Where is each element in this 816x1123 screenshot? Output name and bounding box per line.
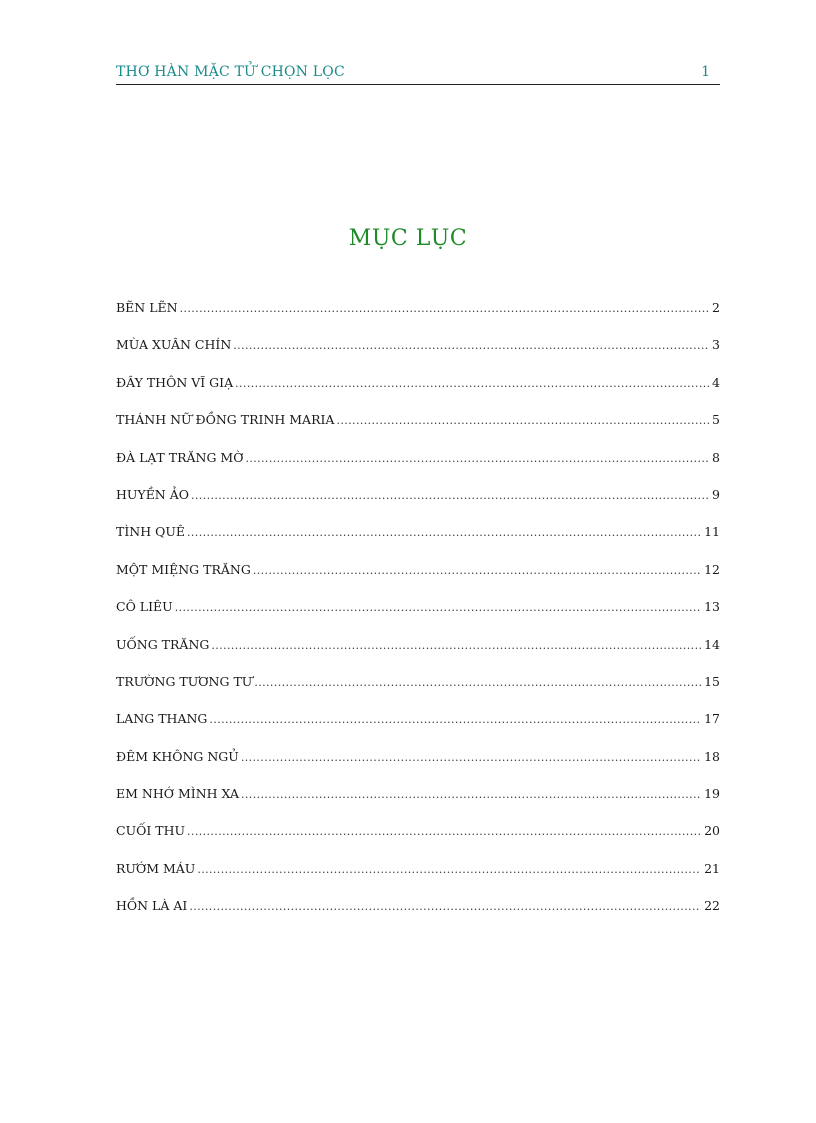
toc-dot-leader [235,377,709,390]
toc-entry[interactable] [116,599,720,636]
toc-dot-leader [241,788,701,801]
toc-entry[interactable] [116,375,720,412]
toc-entry-page[interactable]: 22 [704,898,720,914]
toc-entry-label[interactable]: MỘT MIỆNG TRĂNG [116,561,251,577]
toc-entry-label[interactable]: TRƯỜNG TƯƠNG TƯ [116,673,253,689]
toc-entry[interactable] [116,749,720,786]
toc-dot-leader [187,526,701,539]
toc-entry-label[interactable]: CÔ LIÊU [116,599,173,615]
toc-entry-page[interactable]: 5 [712,412,720,428]
toc-title: MỤC LỤC [348,226,468,251]
toc-entry[interactable] [116,337,720,374]
toc-entry-label[interactable]: LANG THANG [116,711,208,727]
toc-dot-leader [187,825,701,838]
header-page-number: 1 [701,64,710,80]
toc-entry-page[interactable]: 2 [712,300,720,315]
toc-dot-leader [253,564,701,577]
toc-entry-page[interactable]: 9 [712,486,720,502]
toc-entry-page[interactable]: 15 [704,673,720,689]
toc-entry-label[interactable]: UỐNG TRĂNG [116,636,210,652]
toc-dot-leader [209,713,701,726]
toc-entry-page[interactable]: 12 [704,561,720,577]
header-title: THƠ HÀN MẶC TỬ CHỌN LỌC [116,64,345,80]
toc-entry-page[interactable]: 19 [704,786,720,802]
toc-entry-label[interactable]: ĐÀ LẠT TRĂNG MỜ [116,449,244,465]
toc-dot-leader [180,302,709,315]
page-header [116,62,720,85]
toc-entry[interactable] [116,823,720,860]
toc-dot-leader [211,639,701,652]
toc-dot-leader [189,900,701,913]
toc-entry[interactable] [116,300,720,337]
toc-entry-label[interactable]: THÁNH NỮ ĐỒNG TRINH MARIA [116,412,335,428]
toc-entry[interactable] [116,524,720,561]
toc-dot-leader [241,751,701,764]
toc-entry-page[interactable]: 14 [704,636,720,652]
toc-entry-label[interactable]: ĐÊM KHÔNG NGỦ [116,748,239,764]
toc-dot-leader [254,676,701,689]
toc-entry[interactable] [116,487,720,524]
toc-dot-leader [233,339,709,352]
toc-entry-label[interactable]: HUYỀN ẢO [116,486,189,502]
toc-entry-label[interactable]: CUỐI THU [116,823,186,839]
toc-entry-label[interactable]: EM NHỚ MÌNH XA [116,786,239,802]
toc-entry-label[interactable]: BẼN LẼN [116,300,178,315]
toc-dot-leader [191,489,709,502]
toc-dot-leader [197,863,701,876]
toc-entry-page[interactable]: 17 [704,711,720,727]
toc-entry-label[interactable]: MÙA XUÂN CHÍN [116,337,232,353]
toc-entry-page[interactable]: 21 [704,860,720,876]
table-of-contents [116,300,720,936]
toc-dot-leader [336,414,709,427]
toc-entry[interactable] [116,861,720,898]
toc-entry-label[interactable]: TÌNH QUÊ [116,524,185,540]
toc-entry[interactable] [116,412,720,449]
toc-entry-page[interactable]: 3 [712,337,720,353]
toc-entry-page[interactable]: 18 [704,748,720,764]
toc-entry-page[interactable]: 11 [704,524,720,540]
toc-entry-page[interactable]: 20 [704,823,720,839]
toc-entry-page[interactable]: 13 [704,599,720,615]
toc-entry-label[interactable]: ĐÂY THÔN VĨ GIẠ [116,374,234,390]
toc-entry[interactable] [116,898,720,935]
toc-entry-page[interactable]: 8 [712,449,720,465]
toc-entry[interactable] [116,711,720,748]
toc-entry[interactable] [116,562,720,599]
toc-entry[interactable] [116,786,720,823]
toc-entry[interactable] [116,450,720,487]
toc-entry-label[interactable]: RƯỚM MÁU [116,860,196,876]
toc-dot-leader [245,452,709,465]
toc-dot-leader [175,601,701,614]
toc-entry[interactable] [116,674,720,711]
toc-entry-label[interactable]: HỒN LÀ AI [116,898,188,914]
toc-entry-page[interactable]: 4 [712,374,720,390]
toc-entry[interactable] [116,637,720,674]
